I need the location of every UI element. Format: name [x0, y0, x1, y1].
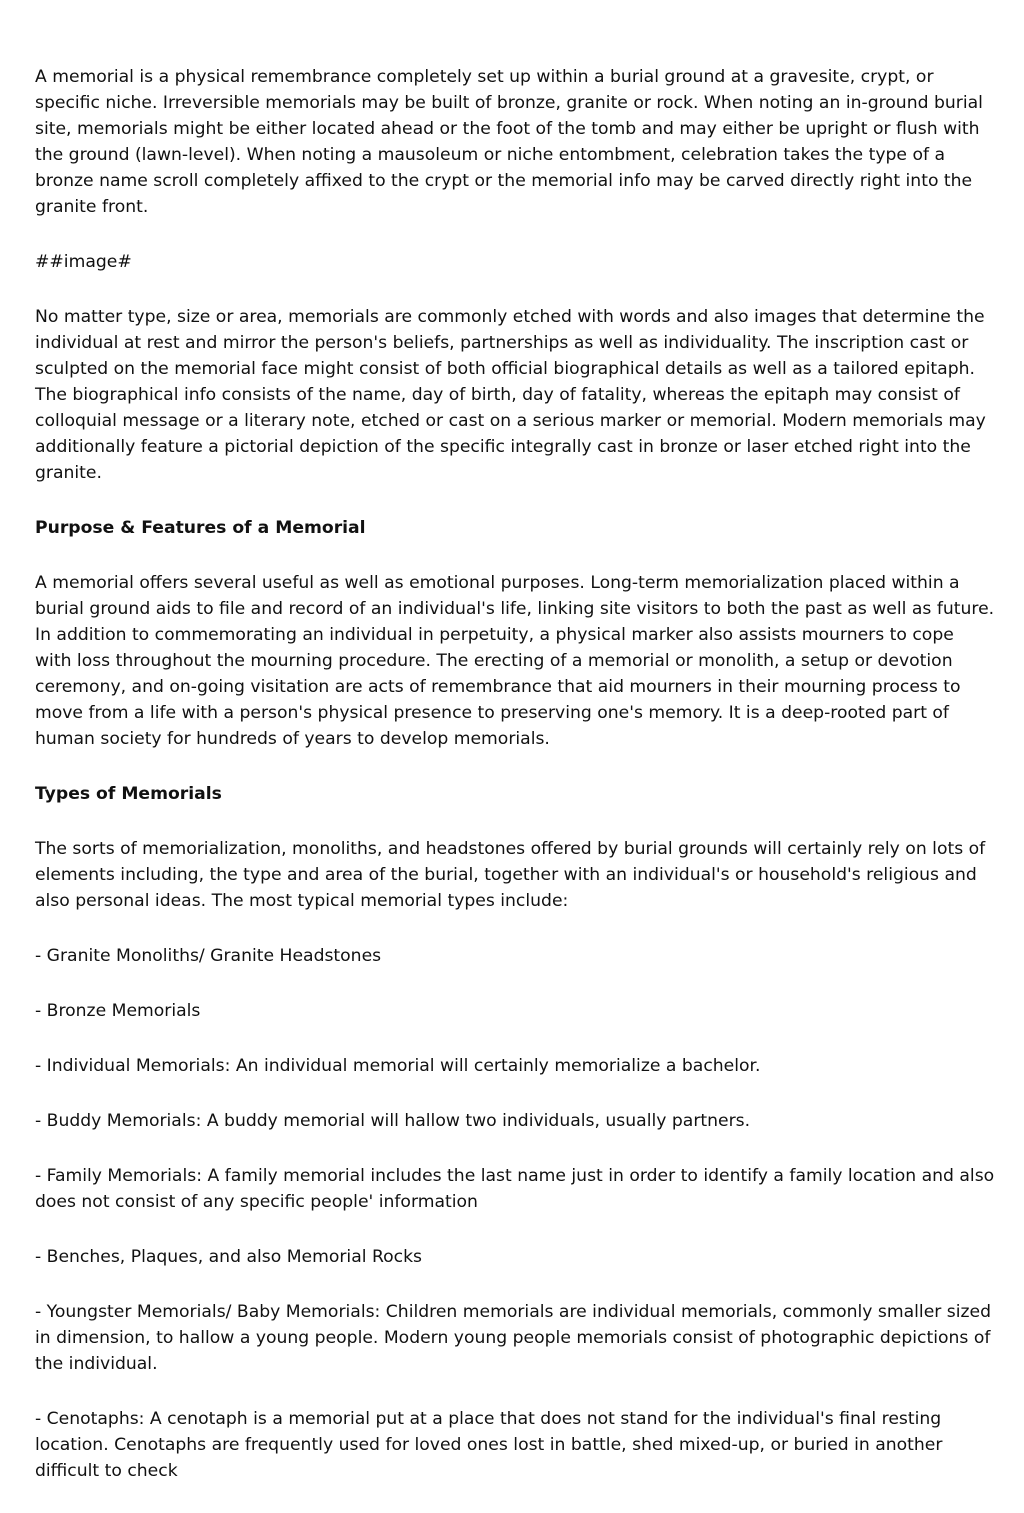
list-item-individual: - Individual Memorials: An individual memorial will certainly memorialize a bachelor.: [35, 1056, 761, 1076]
list-item-bronze: - Bronze Memorials: [35, 1001, 201, 1021]
paragraph-inscriptions: No matter type, size or area, memorials are commonly etched with words and also images that determine the individual at rest and mirror the person's beliefs, partnerships as well as individuality. The inscription cast or sculpted on the memorial face might consist of both official biographical details as well as a tailored epitaph. The biographical info consists of the name, day of birth, day of fatality, whereas the epitaph may consist of colloquial message or a literary note, etched or cast on a serious marker or memorial. Modern memorials may additionally feature a pictorial depiction of the specific integrally cast in bronze or laser etched right into the granite.: [35, 307, 986, 483]
list-item-family: - Family Memorials: A family memorial includes the last name just in order to identify a family location and also does not consist of any specific people' information: [35, 1166, 995, 1212]
image-placeholder-text: ##image#: [35, 252, 132, 272]
paragraph-purposes: A memorial offers several useful as well as emotional purposes. Long-term memorialization placed within a burial ground aids to file and record of an individual's life, linking site visitors to both the past as well as future. In addition to commemorating an individual in perpetuity, a physical marker also assists mourners to cope with loss throughout the mourning procedure. The erecting of a memorial or monolith, a setup or devotion ceremony, and on-going visitation are acts of remembrance that aid mourners in their mourning process to move from a life with a person's physical presence to preserving one's memory. It is a deep-rooted part of human society for hundreds of years to develop memorials.: [35, 573, 995, 749]
list-item-granite: - Granite Monoliths/ Granite Headstones: [35, 946, 382, 966]
paragraph-intro: A memorial is a physical remembrance completely set up within a burial ground at a gravesite, crypt, or specific niche. Irreversible memorials may be built of bronze, granite or rock. When noting an in-ground burial site, memorials might be either located ahead or the foot of the tomb and may either be upright or flush with the ground (lawn-level). When noting a mausoleum or niche entombment, celebration takes the type of a bronze name scroll completely affixed to the crypt or the memorial info may be carved directly right into the granite front.: [35, 67, 983, 217]
list-item-buddy: - Buddy Memorials: A buddy memorial will hallow two individuals, usually partners.: [35, 1111, 751, 1131]
list-item-benches: - Benches, Plaques, and also Memorial Rocks: [35, 1247, 423, 1267]
list-item-cenotaphs: - Cenotaphs: A cenotaph is a memorial put at a place that does not stand for the individual's final resting location. Cenotaphs are frequently used for loved ones lost in battle, shed mixed-up, or buried in another difficult to check: [35, 1409, 943, 1481]
heading-purpose-features: Purpose & Features of a Memorial: [35, 518, 366, 538]
heading-types-of-memorials: Types of Memorials: [35, 784, 222, 804]
list-item-youngster: - Youngster Memorials/ Baby Memorials: Children memorials are individual memorials, commonly smaller sized in dimension, to hallow a young people. Modern young people memorials consist of photographic depictions of the individual.: [35, 1302, 992, 1374]
paragraph-types-intro: The sorts of memorialization, monoliths, and headstones offered by burial grounds will certainly rely on lots of elements including, the type and area of the burial, together with an individual's or household's religious and also personal ideas. The most typical memorial types include:: [35, 839, 986, 911]
document-body: [35, 64, 995, 1513]
